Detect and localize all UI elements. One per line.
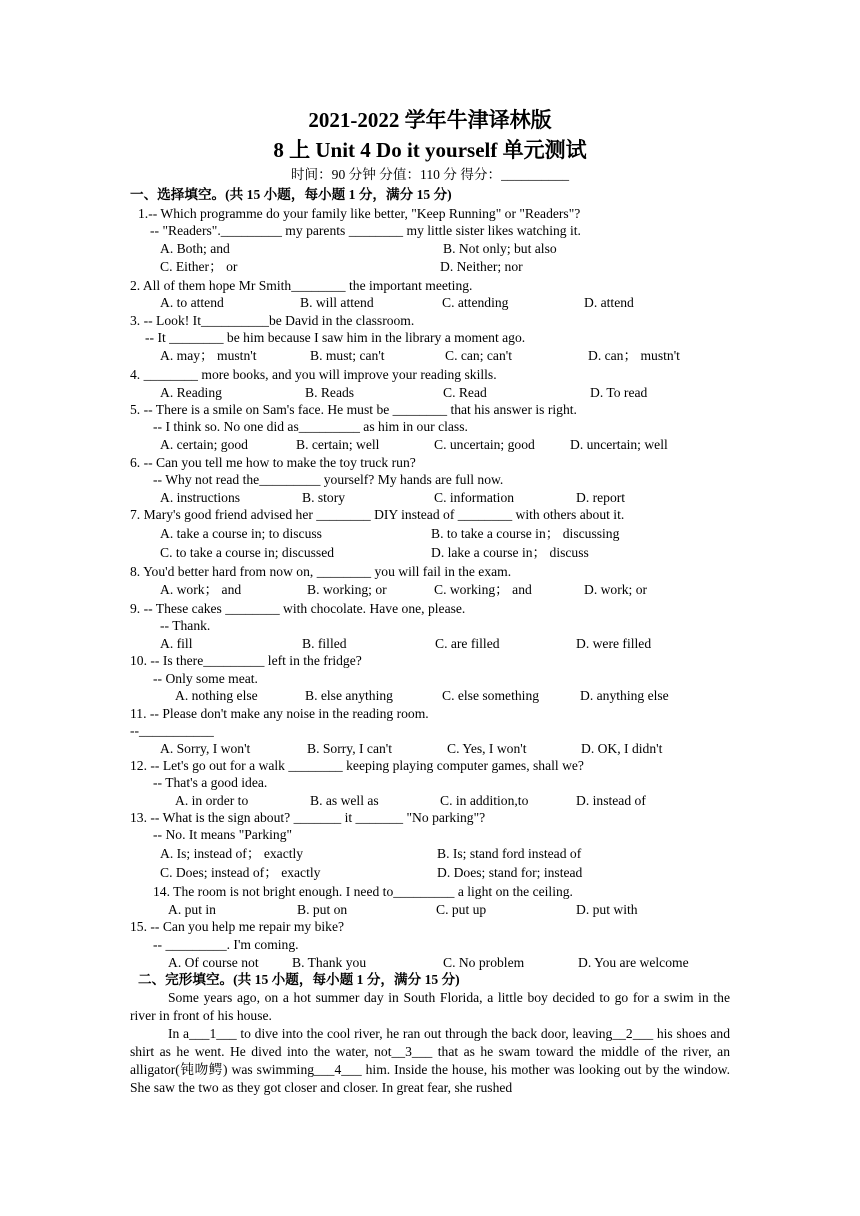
answer-option: B. certain; well [296,437,380,452]
answer-option: C. working； and [434,582,532,597]
question-stem: 6. -- Can you tell me how to make the toy truck run? [130,455,416,470]
answer-option: B. Reads [305,385,355,400]
answer-option: B. Is; stand ford instead of [437,846,582,861]
answer-option: C. to take a course in; discussed [160,545,335,560]
question-stem: 15. -- Can you help me repair my bike? [130,919,345,934]
answer-option: B. Sorry, I can't [307,741,393,756]
answer-option: D. instead of [576,793,646,808]
question-stem: -- I think so. No one did as_________ as him in our class. [153,419,468,434]
answer-option: B. story [302,490,346,505]
question-stem: -- Only some meat. [153,671,258,686]
question-stem: -- It ________ be him because I saw him in the library a moment ago. [145,330,526,345]
answer-option: D. attend [584,295,634,310]
answer-option: A. Reading [160,385,222,400]
exam-subtitle: 8 上 Unit 4 Do it yourself 单元测试 [273,138,587,162]
question-stem: 9. -- These cakes ________ with chocolate. Have one, please. [130,601,466,616]
answer-option: A. work； and [160,582,242,597]
answer-option: C. No problem [443,955,525,970]
answer-option: B. must; can't [310,348,385,363]
answer-option: D. Does; stand for; instead [437,865,583,880]
answer-option: A. may； mustn't [160,348,257,363]
answer-option: A. fill [160,636,193,651]
answer-option: D. work; or [584,582,648,597]
answer-option: D. can； mustn't [588,348,680,363]
answer-option: C. Yes, I won't [447,741,527,756]
answer-option: B. to take a course in； discussing [431,526,620,541]
answer-option: D. uncertain; well [570,437,668,452]
question-stem: -- No. It means "Parking" [153,827,293,842]
answer-option: A. instructions [160,490,241,505]
answer-option: A. take a course in; to discuss [160,526,322,541]
answer-option: B. Not only; but also [443,241,557,256]
answer-option: B. working; or [307,582,387,597]
question-stem: 7. Mary's good friend advised her ________ DIY instead of ________ with others about it. [130,507,625,522]
answer-option: D. report [576,490,626,505]
section2-heading: 二、完形填空。(共 15 小题，每小题 1 分，满分 15 分) [138,972,460,987]
answer-option: C. attending [442,295,509,310]
answer-option: B. as well as [310,793,379,808]
answer-option: B. else anything [305,688,393,703]
answer-option: B. will attend [300,295,374,310]
answer-option: A. certain; good [160,437,248,452]
answer-option: D. lake a course in； discuss [431,545,589,560]
question-stem: 11. -- Please don't make any noise in the reading room. [130,706,429,721]
answer-option: C. Read [443,385,487,400]
question-stem: --___________ [130,723,214,738]
question-stem: 3. -- Look! It__________be David in the classroom. [130,313,415,328]
answer-option: B. Thank you [292,955,367,970]
answer-option: A. nothing else [175,688,258,703]
question-stem: 10. -- Is there_________ left in the fridge? [130,653,362,668]
answer-option: D. To read [590,385,648,400]
answer-option: D. put with [576,902,638,917]
answer-option: D. anything else [580,688,669,703]
answer-option: D. OK, I didn't [581,741,663,756]
question-stem: 14. The room is not bright enough. I need to_________ a light on the ceiling. [153,884,573,899]
answer-option: C. are filled [435,636,500,651]
question-stem: -- Thank. [160,618,211,633]
answer-option: B. put on [297,902,348,917]
question-stem: -- That's a good idea. [153,775,268,790]
answer-option: C. Does; instead of； exactly [160,865,321,880]
answer-option: C. else something [442,688,540,703]
answer-option: D. You are welcome [578,955,689,970]
question-stem: 1.-- Which programme do your family like better, "Keep Running" or "Readers"? [138,206,581,221]
section1-heading: 一、选择填空。(共 15 小题，每小题 1 分，满分 15 分) [130,187,452,202]
answer-option: A. Is; instead of； exactly [160,846,304,861]
answer-option: A. to attend [160,295,224,310]
passage-paragraph: Some years ago, on a hot summer day in South Florida, a little boy decided to go for a swim in the river in front of his house. [130,990,730,1023]
answer-option: B. filled [302,636,347,651]
answer-option: D. were filled [576,636,652,651]
answer-option: A. Both; and [160,241,230,256]
question-stem: -- Why not read the_________ yourself? My hands are full now. [153,472,504,487]
question-stem: -- _________. I'm coming. [153,937,299,952]
answer-option: C. uncertain; good [434,437,535,452]
question-stem: 13. -- What is the sign about? _______ it _______ "No parking"? [130,810,486,825]
answer-option: A. in order to [175,793,249,808]
answer-option: C. in addition,to [440,793,529,808]
question-stem: 4. ________ more books, and you will improve your reading skills. [130,367,497,382]
answer-option: A. Of course not [168,955,259,970]
question-stem: -- "Readers"._________ my parents ________ my little sister likes watching it. [150,223,581,238]
question-stem: 2. All of them hope Mr Smith________ the important meeting. [130,278,473,293]
answer-option: C. can; can't [445,348,512,363]
question-stem: 8. You'd better hard from now on, ________ you will fail in the exam. [130,564,512,579]
answer-option: C. information [434,490,515,505]
answer-option: A. Sorry, I won't [160,741,251,756]
answer-option: A. put in [168,902,216,917]
exam-title: 2021-2022 学年牛津译林版 [308,108,552,132]
exam-meta: 时间：90 分钟 分值：110 分 得分：__________ [290,167,570,182]
passage-paragraph: In a___1___ to dive into the cool river, he ran out through the back door, leaving__2___ his shoes and shirt as he went. He dived into the water, not__3___ that as he swam toward the middle of the river, an alligator(钝吻鳄) was swimming___4___ him. Inside the house, his mother was looking out by the window. She saw the two as they got closer and closer. In great fear, she rushed [130,1026,730,1095]
question-stem: 5. -- There is a smile on Sam's face. He must be ________ that his answer is right. [130,402,577,417]
answer-option: C. put up [436,902,487,917]
answer-option: C. Either； or [160,259,238,274]
answer-option: D. Neither; nor [440,259,523,274]
question-stem: 12. -- Let's go out for a walk ________ keeping playing computer games, shall we? [130,758,584,773]
passage [130,989,730,1097]
